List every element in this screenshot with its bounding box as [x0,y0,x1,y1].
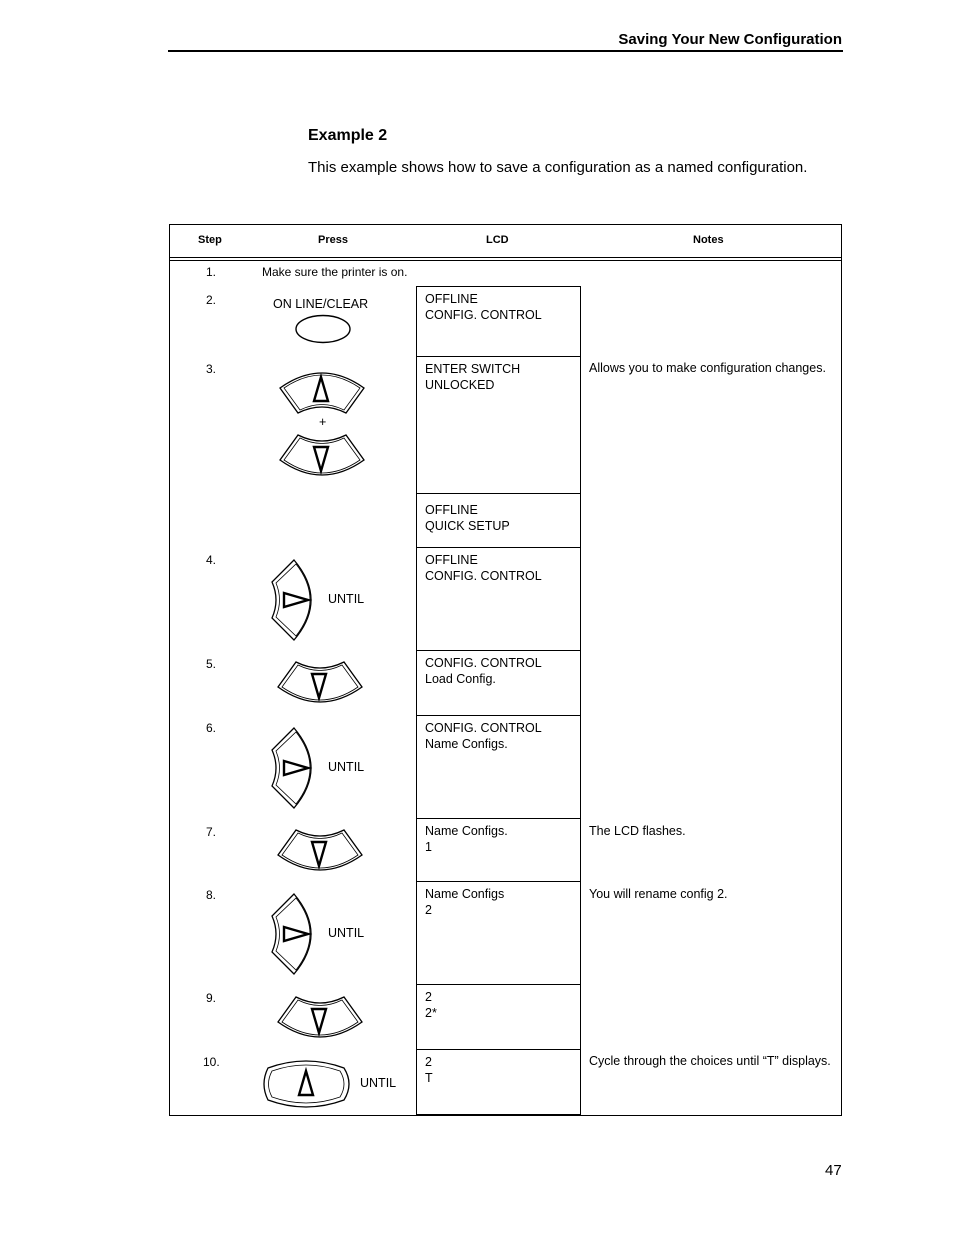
until-label: UNTIL [328,760,365,774]
lcd-display [416,881,581,985]
column-header-notes: Notes [693,234,724,246]
lcd-line: OFFLINE [425,292,478,306]
down-arrow-button-icon [274,992,366,1042]
lcd-line: ENTER SWITCH [425,362,521,376]
lcd-display [416,286,581,357]
lcd-line: 2 [425,903,432,917]
up-arrow-button-icon [276,368,368,418]
lcd-display [416,356,581,494]
header-separator [170,257,841,261]
lcd-line: CONFIG. CONTROL [425,721,542,735]
lcd-line: T [425,1071,433,1085]
instruction-text: Make sure the printer is on. [262,265,408,279]
step-number: 2. [206,293,217,307]
on-line-clear-button-icon [295,314,355,346]
lcd-line: CONFIG. CONTROL [425,569,542,583]
running-header: Saving Your New Configuration [618,31,842,48]
column-header-step: Step [198,234,222,246]
lcd-line: QUICK SETUP [425,519,510,533]
lcd-line: OFFLINE [425,553,478,567]
lcd-line: Load Config. [425,672,496,686]
step-note: The LCD flashes. [589,824,686,838]
up-arrow-button-icon [262,1058,352,1110]
header-rule [168,50,843,52]
down-arrow-button-icon [274,825,366,875]
lcd-line: OFFLINE [425,503,478,517]
lcd-line: UNLOCKED [425,378,495,392]
until-label: UNTIL [328,926,365,940]
lcd-display [416,1049,581,1115]
lcd-line: 2 [425,990,432,1004]
lcd-line: Name Configs [425,887,505,901]
plus-sign: + [319,415,327,429]
lcd-line: Name Configs. [425,824,508,838]
lcd-line: 2* [425,1006,437,1020]
until-label: UNTIL [328,592,365,606]
lcd-line: Name Configs. [425,737,508,751]
column-header-lcd: LCD [486,234,509,246]
step-number: 10. [203,1055,220,1069]
step-number: 5. [206,657,217,671]
lcd-line: 1 [425,840,432,854]
lcd-line: 2 [425,1055,432,1069]
step-note: You will rename config 2. [589,887,728,901]
step-number: 8. [206,888,217,902]
button-label: ON LINE/CLEAR [273,297,369,311]
section-title: Example 2 [308,127,388,144]
lcd-display [416,818,581,882]
step-number: 6. [206,721,217,735]
lcd-line: CONFIG. CONTROL [425,656,542,670]
step-number: 3. [206,362,217,376]
lcd-display [416,493,581,548]
next-arrow-button-icon [268,890,322,978]
down-arrow-button-icon [276,430,368,480]
lcd-display [416,715,581,819]
next-arrow-button-icon [268,724,322,812]
lcd-display [416,650,581,716]
until-label: UNTIL [360,1076,397,1090]
next-arrow-button-icon [268,556,322,644]
step-number: 1. [206,265,217,279]
lcd-line: CONFIG. CONTROL [425,308,542,322]
down-arrow-button-icon [274,657,366,707]
step-number: 4. [206,553,217,567]
step-number: 7. [206,825,217,839]
page-number: 47 [825,1162,842,1179]
lcd-display [416,984,581,1050]
step-number: 9. [206,991,217,1005]
column-header-press: Press [318,234,348,246]
step-note: Allows you to make configuration changes. [589,361,826,375]
lcd-display [416,547,581,651]
intro-paragraph: This example shows how to save a configuration as a named configuration. [308,159,808,176]
step-note: Cycle through the choices until “T” displays. [589,1054,831,1068]
